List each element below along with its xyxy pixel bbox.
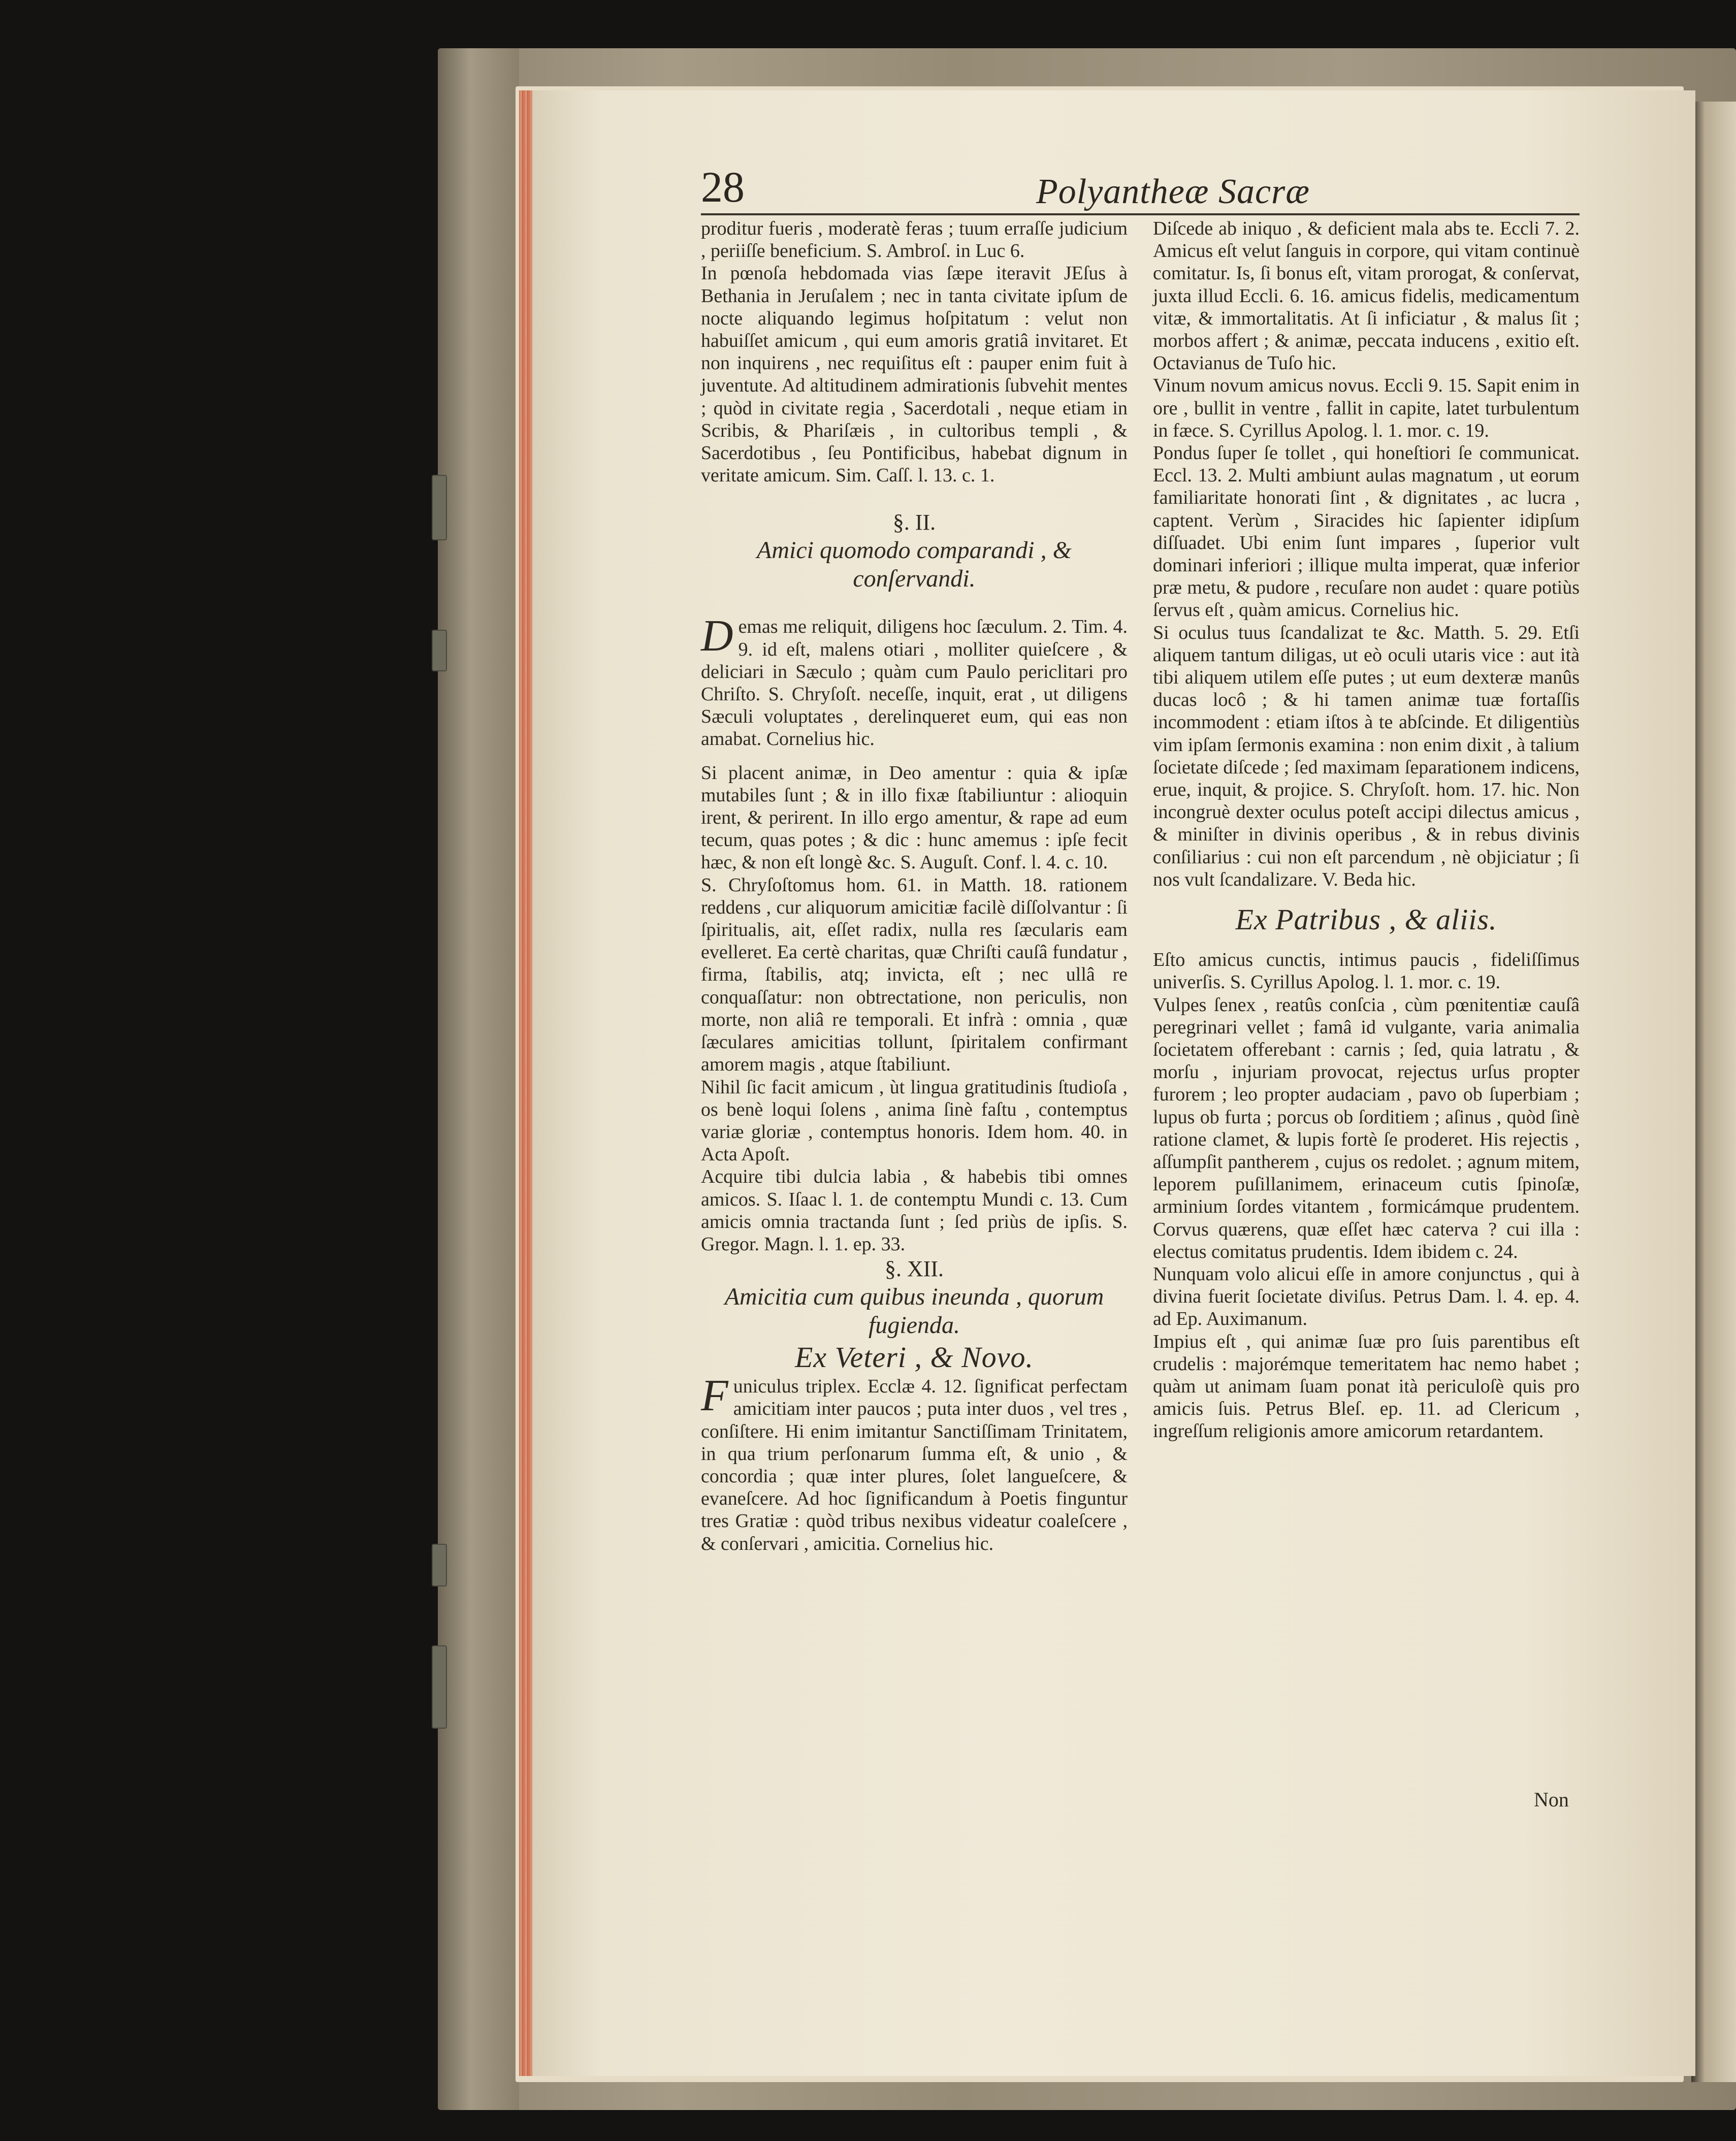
paragraph: Si placent animæ, in Deo amentur : quia & ipſæ mutabiles ſunt ; & in illo fixæ ſtabiliuntur : alioquin irent, & perirent. In illo ergo amentur, & rape ad eum tecum, quas potes ; & dic : hunc amemus : ipſe fecit hæc, & non eſt longè &c. S. Auguſt. Conf. l. 4. c. 10.: [701, 762, 1128, 873]
clasp-hinge: [432, 475, 447, 540]
paragraph: Funiculus triplex. Ecclæ 4. 12. ſignificat perfectam amicitiam inter paucos ; puta inter duos , vel tres , conſiſtere. Hi enim imitantur Sanctiſſimam Trinitatem, in qua trium perſonarum ſumma eſt, & unio , & concordia ; quæ inter plures, ſolet langueſcere, & evaneſcere. Ad hoc ſignificandum à Poetis finguntur tres Gratiæ : quòd tribus nexibus videatur coaleſcere , & conſervari , amicitia. Cornelius hic.: [701, 1371, 1128, 1554]
subsection-heading: Ex Veteri , & Novo.: [794, 1341, 1034, 1374]
paragraph: Vulpes ſenex , reatûs conſcia , cùm pœnitentiæ cauſâ peregrinari vellet ; famâ id vulgante, varia animalia ſocietatem offerebant : carnis ; ſed, quia latratu , & morſu , injuriam provocat, rejectus urſus propter furorem ; leo propter audaciam , pavo ob ſuperbiam ; lupus ob furta ; porcus ob ſorditiem ; aſinus , quòd ſinè ratione clamet, & lupis fortè ſe proderet. His rejectis , aſſumpſit pantherem , cujus os redolet. ; agnum mitem, leporem puſillanimem, erinaceum cutis ſpinoſæ, arminium ſordes vitantem , formicámque prudentem. Corvus quærens, quæ eſſet hæc caterva ? cui illa : electus comitatus prudentis. Idem ibidem c. 24.: [1153, 994, 1580, 1262]
paragraph: S. Chryſoſtomus hom. 61. in Matth. 18. rationem reddens , cur aliquorum amicitiæ facilè diſſolvantur : ſi ſpiritualis, ait, eſſet radix, nulla res ſæcularis eam evelleret. Ea certè charitas, quæ Chriſti cauſâ fundatur , firma, ſtabilis, atq; invicta, eſt ; nec ullâ re conquaſſatur: non obtrectatione, non periculis, non morte, non aliâ re temporali. Et infrà : omnia , quæ ſæculares amicitias tollunt, ſpiritalem confirmant amorem magis , atque ſtabiliunt.: [701, 874, 1128, 1076]
paragraph: proditur fueris , moderatè feras ; tuum erraſſe judicium , periiſſe beneficium. S. Ambroſ. in Luc 6.: [701, 218, 1128, 262]
clasp-hinge: [432, 630, 447, 671]
book-spine-edge: [438, 48, 519, 2110]
section-heading: Amici quomodo comparandi , & conſervandi.: [757, 537, 1072, 593]
catchword: Non: [1534, 1788, 1569, 1811]
paragraph: Diſcede ab iniquo , & deficient mala abs te. Eccli 7. 2. Amicus eſt velut ſanguis in corpore, qui vitam continuè comitatur. Is, ſi bonus eſt, vitam prorogat, & conſervat, juxta illud Eccli. 6. 16. amicus fidelis, medicamentum vitæ, & immortalitatis. At ſi inficiatur , & malus ſit ; morbos affert ; & animæ, peccata inducens , exitio eſt. Octavianus de Tuſo hic.: [1153, 218, 1580, 374]
page-edges-red: [519, 90, 532, 2076]
section-number: §. XII.: [884, 1256, 944, 1282]
running-title: Polyantheæ Sacræ: [1036, 172, 1310, 211]
paragraph: Eſto amicus cunctis, intimus paucis , fideliſſimus univerſis. S. Cyrillus Apolog. l. 1. mor. c. 19.: [1153, 949, 1580, 993]
paragraph: Vinum novum amicus novus. Eccli 9. 15. Sapit enim in ore , bullit in ventre , fallit in capite, latet turbulentum in fæce. S. Cyrillus Apolog. l. 1. mor. c. 19.: [1153, 375, 1580, 441]
header-rule: [701, 213, 1580, 215]
facing-page-edge: [1691, 102, 1736, 2082]
left-column: [701, 217, 1128, 1555]
paragraph: Nunquam volo alicui eſſe in amore conjunctus , qui à divina fuerit ſocietate diviſus. Petrus Dam. l. 4. ep. 4. ad Ep. Auximanum.: [1153, 1263, 1580, 1330]
subsection-heading: Ex Patribus , & aliis.: [1235, 903, 1497, 936]
paragraph: Demas me reliquit, diligens hoc ſæculum. 2. Tim. 4. 9. id eſt, malens otiari , molliter quieſcere , & deliciari in Sæculo ; quàm cum Paulo periclitari pro Chriſto. S. Chryſoſt. neceſſe, inquit, erat , ut diligens Sæculi voluptates , derelinqueret eum, qui eas non amabat. Cornelius hic.: [701, 611, 1128, 750]
page-header: [701, 161, 1580, 217]
paragraph: Acquire tibi dulcia labia , & habebis tibi omnes amicos. S. Iſaac l. 1. de contemptu Mundi c. 13. Cum amicis omnia tractanda ſunt ; ſed priùs de ipſis. S. Gregor. Magn. l. 1. ep. 33.: [701, 1166, 1128, 1255]
page-number: 28: [701, 163, 745, 211]
paragraph: Si oculus tuus ſcandalizat te &c. Matth. 5. 29. Etſi aliquem tantum diligas, ut eò oculi utaris vice : aut ità tibi aliquem utilem eſſe putes ; ut eum dexteræ manûs ducas locô ; & hi tamen animæ tuæ fortaſſis incommodent : etiam iſtos à te abſcinde. Et diligentiùs vim ipſam ſermonis examina : non enim dixit , à talium ſocietate diſcede ; ſed maximam ſeparationem indicens, erue, inquit, & projice. S. Chryſoſt. hom. 17. hic. Non incongruè dexter oculus poteſt accipi dilectus amicus , & miniſter in divinis operibus , & in rebus divinis conſiliarius : cui non eſt parcendum , nè objiciatur ; ſi nos vult ſcandalizare. V. Beda hic.: [1153, 622, 1580, 890]
right-column: [1153, 217, 1580, 1443]
clasp-hinge: [432, 1645, 447, 1729]
clasp-hinge: [432, 1544, 447, 1586]
section-heading: Amicitia cum quibus ineunda , quorum fugienda.: [724, 1283, 1104, 1339]
paragraph: Nihil ſic facit amicum , ùt lingua gratitudinis ſtudioſa , os benè loqui ſolens , anima ſinè faſtu , contemptus variæ gloriæ , contemptus honoris. Idem hom. 40. in Acta Apoſt.: [701, 1076, 1128, 1165]
paragraph: Pondus ſuper ſe tollet , qui honeſtiori ſe communicat. Eccl. 13. 2. Multi ambiunt aulas magnatum , ut eorum familiaritate honorati ſint , & dignitates , ac lucra , captent. Verùm , Siracides hic ſapienter idipſum diſſuadet. Ubi enim ſunt impares , ſuperior vult dominari inferiori ; illique multa imperat, quæ inferior præ metu, & pudore , recuſare non audet : quare potiùs ſervus eſt , quàm amicus. Cornelius hic.: [1153, 442, 1580, 621]
paragraph: Impius eſt , qui animæ ſuæ pro ſuis parentibus eſt crudelis : majorémque temeritatem hac nemo habet ; quàm ut animam ſuam ponat ità periculoſè quis pro amicis ſuis. Petrus Bleſ. ep. 11. ad Clericum , ingreſſum religionis amore amicorum retardantem.: [1153, 1331, 1580, 1442]
section-number: §. II.: [892, 510, 936, 535]
paragraph: In pœnoſa hebdomada vias ſæpe iteravit JEſus à Bethania in Jeruſalem ; nec in tanta civitate ipſum de nocte aliquando legimus hoſpitatum : velut non habuiſſet amicum , qui eum amoris gratiâ invitaret. Et non inquirens , nec requiſitus eſt : pauper enim fuit à juventute. Ad altitudinem admirationis ſubvehit mentes ; quòd in civitate regia , Sacerdotali , neque etiam in Scribis, & Phariſæis , in cultoribus templi , & Sacerdotibus , ſeu Pontificibus, habebat dignum in veritate amicum. Sim. Caſſ. l. 13. c. 1.: [701, 263, 1128, 486]
